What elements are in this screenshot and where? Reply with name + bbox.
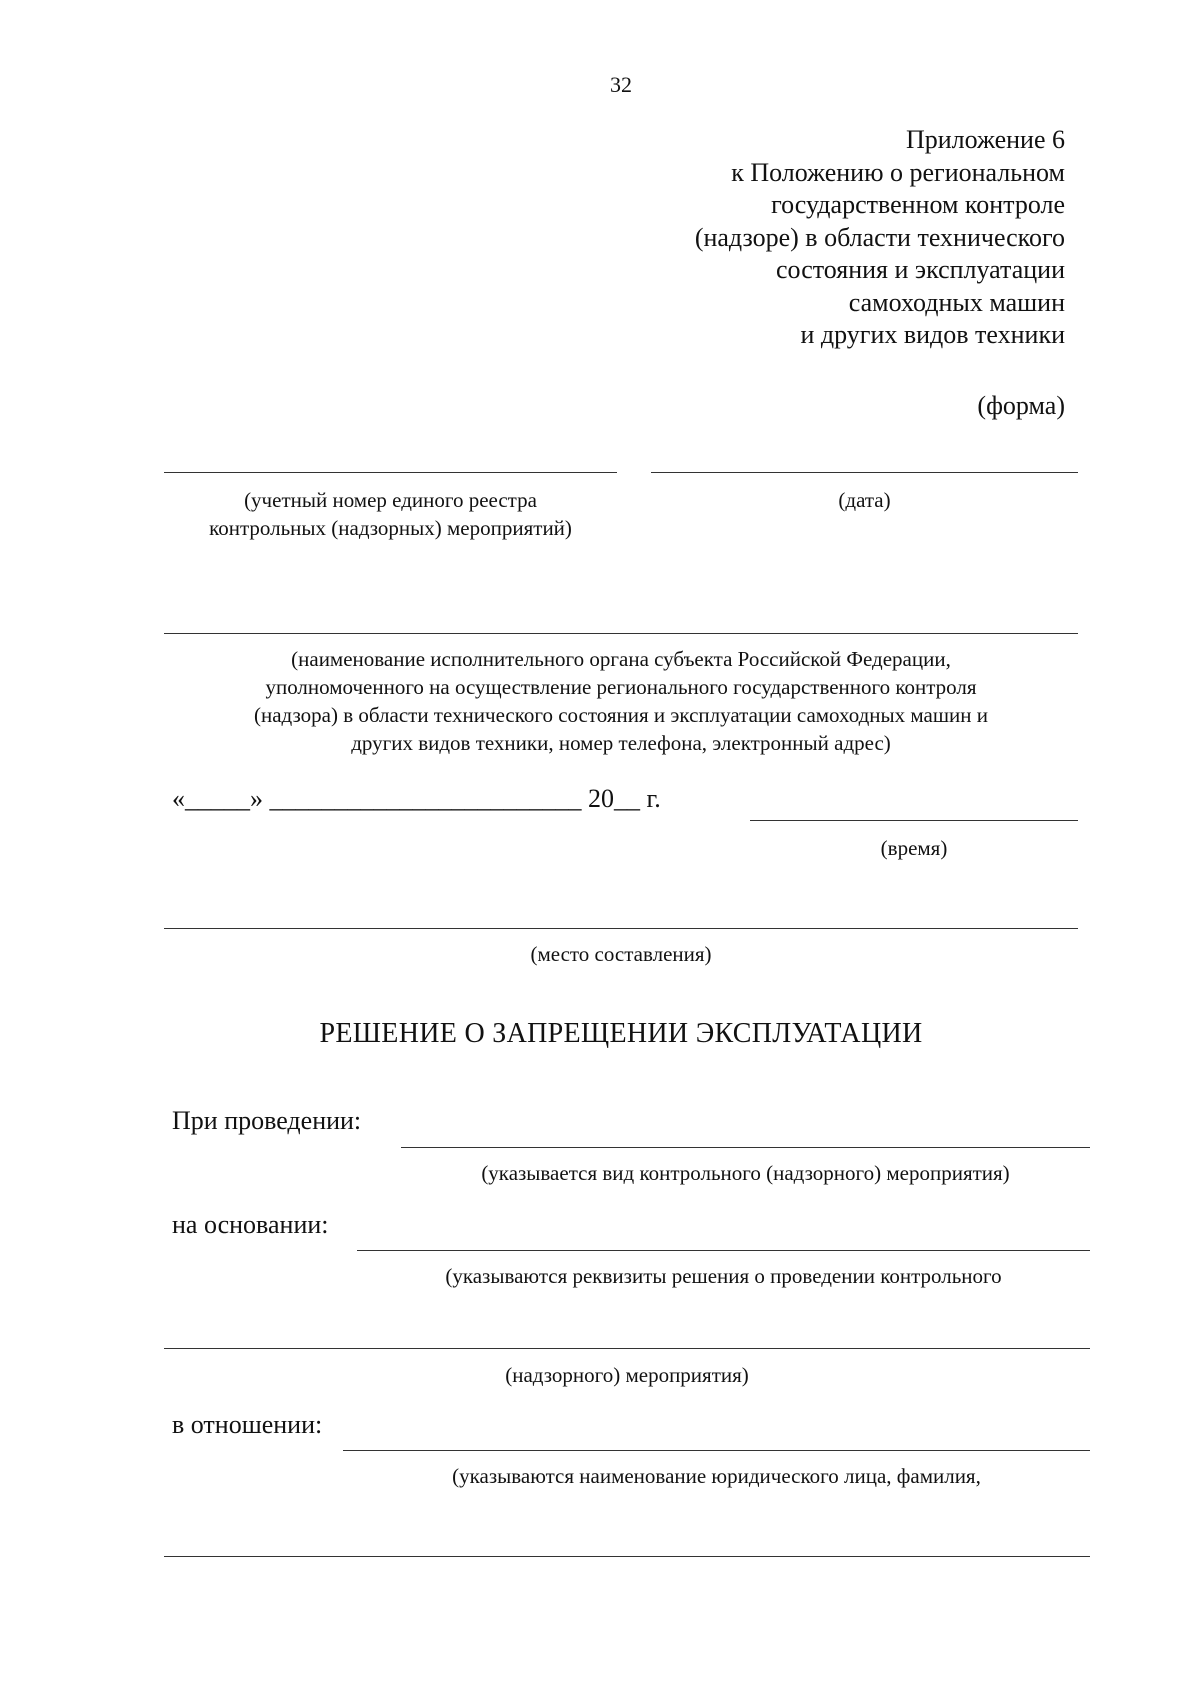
conducting-line[interactable]	[401, 1147, 1090, 1148]
basis-label: на основании:	[172, 1210, 329, 1239]
authority-name-line[interactable]	[164, 633, 1078, 634]
authority-caption	[140, 645, 1102, 757]
appendix-line: государственном контроле	[771, 190, 1065, 219]
appendix-line: состояния и эксплуатации	[776, 255, 1065, 284]
basis-line-2[interactable]	[164, 1348, 1090, 1349]
registry-caption	[164, 486, 617, 542]
authority-caption-line: (надзора) в области технического состояния и эксплуатации самоходных машин и	[253, 703, 989, 727]
appendix-block	[365, 124, 1065, 352]
date-caption: (дата)	[838, 488, 891, 512]
time-caption: (время)	[880, 836, 948, 860]
appendix-line: (надзоре) в области технического	[694, 222, 1065, 252]
registry-caption-line: контрольных (надзорных) мероприятий)	[209, 516, 572, 540]
regarding-caption: (указываются наименование юридического лица, фамилия,	[452, 1464, 981, 1488]
authority-caption-line: других видов техники, номер телефона, электронный адрес)	[351, 731, 891, 755]
time-line[interactable]	[750, 820, 1078, 821]
regarding-label: в отношении:	[172, 1410, 323, 1439]
conducting-label: При проведении:	[172, 1106, 362, 1135]
appendix-line: Приложение 6	[905, 125, 1065, 154]
registry-caption-line: (учетный номер единого реестра	[244, 488, 537, 512]
basis-line[interactable]	[357, 1250, 1090, 1251]
date-line[interactable]	[651, 472, 1078, 473]
document-title: РЕШЕНИЕ О ЗАПРЕЩЕНИИ ЭКСПЛУАТАЦИИ	[319, 1018, 923, 1049]
conducting-caption: (указывается вид контрольного (надзорного) мероприятия)	[481, 1161, 1010, 1185]
basis-caption: (указываются реквизиты решения о проведении контрольного	[445, 1264, 1002, 1288]
basis-caption-2: (надзорного) мероприятия)	[505, 1363, 749, 1387]
place-line[interactable]	[164, 928, 1078, 929]
form-label: (форма)	[977, 391, 1065, 420]
regarding-line-2[interactable]	[164, 1556, 1090, 1557]
appendix-line: и других видов техники	[800, 320, 1065, 349]
page-number: 32	[610, 72, 632, 97]
registry-number-line[interactable]	[164, 472, 617, 473]
place-caption: (место составления)	[530, 942, 712, 966]
authority-caption-line: (наименование исполнительного органа субъекта Российской Федерации,	[291, 647, 951, 671]
appendix-line: самоходных машин	[848, 287, 1065, 317]
appendix-line: к Положению о региональном	[731, 157, 1065, 187]
regarding-line[interactable]	[343, 1450, 1090, 1451]
authority-caption-line: уполномоченного на осуществление регионального государственного контроля	[265, 675, 977, 699]
date-field[interactable]: «_____» ________________________ 20__ г.	[172, 784, 661, 813]
